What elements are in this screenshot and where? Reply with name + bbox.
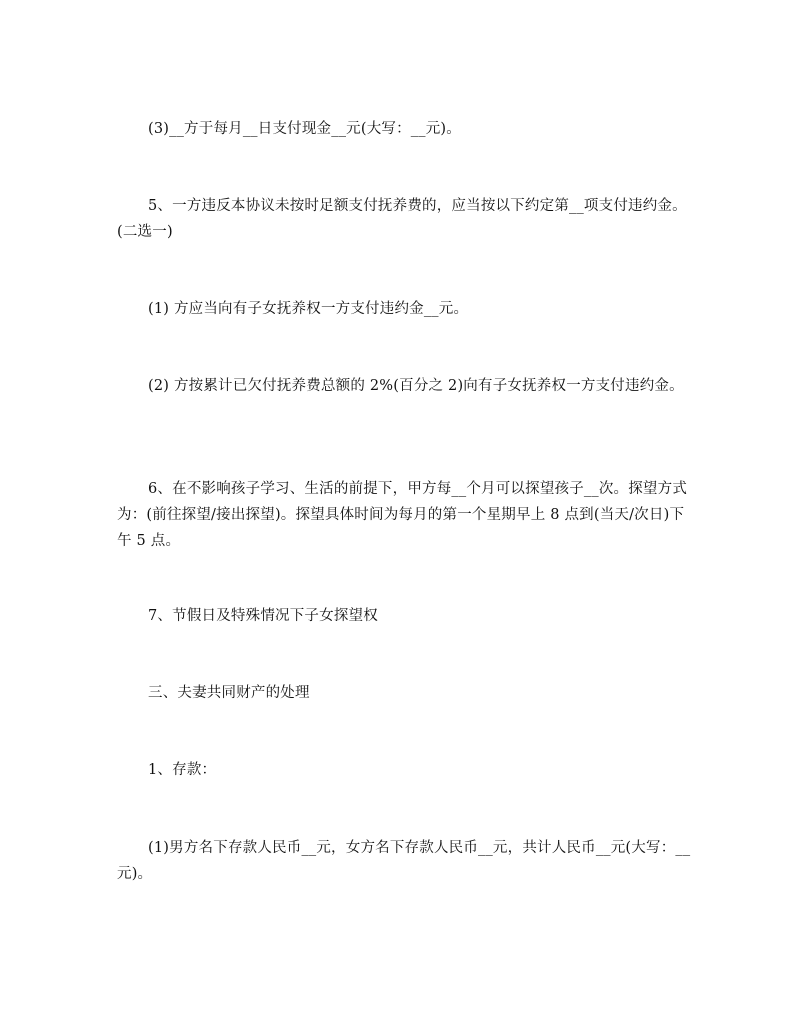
paragraph-clause-5: 5、一方违反本协议未按时足额支付抚养费的，应当按以下约定第__项支付违约金。(二选一) [117,198,687,240]
paragraph-payment-3: (3)__方于每月__日支付现金__元(大写：__元)。 [148,121,461,137]
paragraph-savings: 1、存款： [148,762,217,778]
paragraph-penalty-1: (1) 方应当向有子女抚养权一方支付违约金__元。 [148,301,469,317]
paragraph-penalty-2: (2) 方按累计已欠付抚养费总额的 2%(百分之 2)向有子女抚养权一方支付违约金。 [148,378,684,394]
paragraph-savings-1: (1)男方名下存款人民币__元，女方名下存款人民币__元，共计人民币__元(大写：__元)。 [117,840,691,882]
section-heading-3: 三、夫妻共同财产的处理 [148,685,310,701]
paragraph-clause-7: 7、节假日及特殊情况下子女探望权 [148,608,378,624]
paragraph-clause-6: 6、在不影响孩子学习、生活的前提下，甲方每__个月可以探望孩子__次。探望方式为：(前往探望/接出探望)。探望具体时间为每月的第一个星期早上 8 点到(当天/次日)下午 5 点。 [117,481,688,549]
